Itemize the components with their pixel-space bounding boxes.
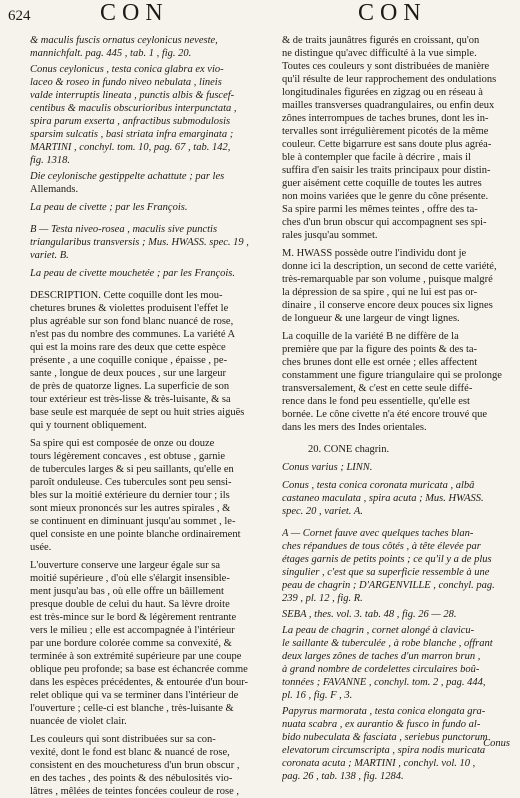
text-line: tonnées ; FAVANNE , conchyl. tom. 2 , pag. 444, bbox=[282, 677, 486, 688]
text-line: zônes interrompues de taches brunes, dont les in- bbox=[282, 113, 489, 124]
text-line: bido nubeculata & fasciata , seriebus punctorum bbox=[282, 732, 488, 743]
text-line: présente , a une coquille conique , épaisse , pe- bbox=[30, 355, 228, 366]
text-line: très-remarquable par son volume , puisque malgré bbox=[282, 274, 493, 285]
text-line: Conus ceylonicus , testa conica glabra ex vio- bbox=[30, 64, 224, 75]
text-line: peau de chagrin ; D'ARGENVILLE , conchyl. pag. bbox=[282, 580, 495, 591]
text-line: Sa spire qui est composée de onze ou douze bbox=[30, 438, 215, 449]
text-line: ches brunes dont elle est ornée ; elles affectent bbox=[282, 357, 478, 368]
text-line: oblique peu profonde; sa base est échancrée comme bbox=[30, 664, 248, 675]
text-line: chetures brunes & violettes produisent l'effet le bbox=[30, 303, 229, 314]
text-line: Die ceylonische gestippelte achattute ; par les bbox=[30, 171, 225, 182]
left-text-column bbox=[30, 34, 272, 798]
text-line: de longueur & une largeur de vingt lignes. bbox=[282, 313, 460, 324]
text-line: La peau de civette mouchetée ; par les François. bbox=[30, 268, 235, 279]
page-number: 624 bbox=[8, 8, 31, 24]
text-line: paroît onduleuse. Ces tubercules sont peu sensi- bbox=[30, 477, 232, 488]
text-line: spira parum exserta , anfractibus submodulosis bbox=[30, 116, 231, 127]
text-line: tervalles sont irrégulièrement picotés de la même bbox=[282, 126, 489, 137]
text-line: nuata scabra , ex aurantio & fusco in fundo al- bbox=[282, 719, 481, 730]
text-line: le saillante & tuberculée , à robe blanche , offrant bbox=[282, 638, 493, 649]
text-line: de près de quatorze lignes. La superficie de son bbox=[30, 381, 230, 392]
text-line: moitié supérieure , d'où elle s'élargit insensible- bbox=[30, 573, 230, 584]
text-line: ne distingue qu'avec difficulté à la vue simple. bbox=[282, 48, 477, 59]
text-line: mannichfalt. pag. 445 , tab. 1 , fig. 20. bbox=[30, 48, 192, 59]
text-line: valde interruptis lineata , punctis albis & fuscef- bbox=[30, 90, 235, 101]
text-line: suffira d'en saisir les traits principaux pour distin- bbox=[282, 165, 491, 176]
text-line: vexité, dont le fond est blanc & nuancé de rose, bbox=[30, 747, 230, 758]
text-line: sante , longue de deux pouces , sur une largeur bbox=[30, 368, 227, 379]
text-line: triangularibus transversis ; Mus. HWASS. spec. 19 , bbox=[30, 237, 249, 248]
text-line: donne ici la description, un second de cette variété, bbox=[282, 261, 497, 272]
text-line: pag. 26 , tab. 138 , fig. 1284. bbox=[282, 771, 404, 782]
text-line: L'ouverture conserve une largeur égale sur sa bbox=[30, 560, 221, 571]
text-line: étages garnis de petits points ; ce qu'il y a de plus bbox=[282, 554, 492, 565]
text-line: ches répandues de tous côtés , à tête élevée par bbox=[282, 541, 481, 552]
text-line: usée. bbox=[30, 542, 52, 553]
text-line: 20. CONE chagrin. bbox=[308, 444, 390, 455]
text-line: plus agréable sur son fond blanc nuancé de rose, bbox=[30, 316, 234, 327]
text-line: base seule est marquée de sept ou huit stries aiguës bbox=[30, 407, 245, 418]
catchword: Conus bbox=[483, 738, 510, 749]
text-line: transversalement, & c'est en cette seule diffé- bbox=[282, 383, 473, 394]
text-line: guer aisément cette coquille de toutes les autres bbox=[282, 178, 482, 189]
line-gap bbox=[282, 518, 512, 527]
text-line: de tubercules larges & si peu saillants, qu'elle en bbox=[30, 464, 234, 475]
text-line: 239 , pl. 12 , fig. R. bbox=[282, 593, 363, 604]
text-line: longitudinales figurées en zigzag ou en réseau à bbox=[282, 87, 483, 98]
text-line: nuancée de violet clair. bbox=[30, 716, 127, 727]
text-line: dans les espèces précédentes, & entourée d'un bour- bbox=[30, 677, 249, 688]
text-line: sparsim sulcatis , basi striata infra emarginata ; bbox=[30, 129, 234, 140]
text-line: variet. B. bbox=[30, 250, 69, 261]
text-line: singulier , c'est que sa superficie ressemble à une bbox=[282, 567, 490, 578]
text-line: constamment une figure triangulaire qui se prolonge bbox=[282, 370, 502, 381]
text-line: terminée à son extrémité supérieure par une coupe bbox=[30, 651, 242, 662]
text-line: fig. 1318. bbox=[30, 155, 70, 166]
text-line: Les couleurs qui sont distribuées sur sa con- bbox=[30, 734, 216, 745]
text-line: se continuent en diminuant jusqu'au sommet , le- bbox=[30, 516, 236, 527]
text-line: MARTINI , conchyl. tom. 10, pag. 67 , tab. 142, bbox=[30, 142, 231, 153]
text-line: coronata acuta ; MARTINI , conchyl. vol. 10 , bbox=[282, 758, 476, 769]
text-line: rales jusqu'au sommet. bbox=[282, 230, 378, 241]
running-head-right: CON bbox=[358, 0, 427, 26]
text-line: bles sur la moitié extérieure du dernier tour ; ils bbox=[30, 490, 230, 501]
text-line: centibus & maculis obscurioribus interpunctata , bbox=[30, 103, 237, 114]
text-line: bornée. Le cône civette n'a été encore trouvé que bbox=[282, 409, 488, 420]
line-gap bbox=[30, 214, 272, 223]
right-text-column bbox=[282, 34, 512, 783]
text-line: ches d'un brun obscur qui accompagnent ses spi- bbox=[282, 217, 487, 228]
text-line: presque double de celui du haut. Sa lèvre droite bbox=[30, 599, 230, 610]
text-line: par une bordure colorée comme sa convexité, & bbox=[30, 638, 232, 649]
text-line: La peau de chagrin , cornet alongé à clavicu- bbox=[282, 625, 475, 636]
text-line: Allemands. bbox=[30, 184, 79, 195]
text-line: elevatorum circumscripta , spira nodis muricata bbox=[282, 745, 486, 756]
text-line: vers le milieu ; elle est accompagnée à l'intérieur bbox=[30, 625, 235, 636]
text-line: qui est la moins rare des deux que cette espèce bbox=[30, 342, 226, 353]
text-line: Sa spire parmi les mêmes teintes , offre des ta- bbox=[282, 204, 478, 215]
text-line: ment jusqu'au bas , où elle offre un bâillement bbox=[30, 586, 224, 597]
text-line: A — Cornet fauve avec quelques taches blan- bbox=[282, 528, 474, 539]
text-line: Conus varius ; LINN. bbox=[282, 462, 373, 473]
text-line: lâtres , mêlées de teintes foncées couleur de rose , bbox=[30, 786, 240, 797]
text-line: La peau de civette ; par les François. bbox=[30, 202, 188, 213]
text-line: relet oblique qui va se terminer dans l'intérieur de bbox=[30, 690, 239, 701]
text-line: sont mieux prononcés sur les autres spirales , & bbox=[30, 503, 231, 514]
text-line: dans les mers des Indes orientales. bbox=[282, 422, 427, 433]
text-line: M. HWASS possède outre l'individu dont je bbox=[282, 248, 467, 259]
text-line: quel consiste en une pointe blanche ordinairement bbox=[30, 529, 241, 540]
text-line: la dépression de sa spire , qui ne lui est pas or- bbox=[282, 287, 478, 298]
text-line: Papyrus marmorata , testa conica elongata gra- bbox=[282, 706, 486, 717]
text-line: spec. 20 , variet. A. bbox=[282, 506, 363, 517]
text-line: non moins variées que le genre du cône présente. bbox=[282, 191, 489, 202]
text-line: l'ouverture ; celle-ci est blanche , très-luisante & bbox=[30, 703, 234, 714]
text-line: & maculis fuscis ornatus ceylonicus neveste, bbox=[30, 35, 218, 46]
text-line: laceo & roseo in fundo niveo nebulata , lineis bbox=[30, 77, 222, 88]
text-line: mailles transverses quadrangulaires, ou enfin deux bbox=[282, 100, 495, 111]
text-line: couleur. Cette bigarrure est sans doute plus agréa- bbox=[282, 139, 492, 150]
line-gap bbox=[30, 280, 272, 289]
text-line: tours légèrement concaves , est obtuse , garnie bbox=[30, 451, 226, 462]
text-line: consistent en des moucheturess d'un brun obscur , bbox=[30, 760, 240, 771]
text-line: B — Testa niveo-rosea , maculis sive punctis bbox=[30, 224, 218, 235]
text-line: qui y tournent obliquement. bbox=[30, 420, 147, 431]
text-line: ble à contempler que facile à décrire , mais il bbox=[282, 152, 471, 163]
text-line: La coquille de la variété B ne diffère de la bbox=[282, 331, 459, 342]
text-line: n'est pas du nombre des communes. La variété A bbox=[30, 329, 236, 340]
text-line: pl. 16 , fig. F , 3. bbox=[282, 690, 353, 701]
line-gap bbox=[282, 434, 512, 443]
text-line: SEBA , thes. vol. 3. tab. 48 , fig. 26 — 28. bbox=[282, 609, 457, 620]
text-line: deux larges zônes de taches d'un marron brun , bbox=[282, 651, 481, 662]
running-head-left: CON bbox=[100, 0, 169, 26]
text-line: en des taches , des points & des nébulosités vio- bbox=[30, 773, 233, 784]
text-line: castaneo maculata , spira acuta ; Mus. HWASS. bbox=[282, 493, 484, 504]
text-line: qu'il résulte de leur rapprochement des ondulations bbox=[282, 74, 497, 85]
text-line: DESCRIPTION. Cette coquille dont les mou- bbox=[30, 290, 223, 301]
text-line: rence dans le fond peu essentielle, qu'elle est bbox=[282, 396, 470, 407]
text-line: première que par la figure des points & des ta- bbox=[282, 344, 478, 355]
text-line: dinaire , il conserve encore deux pouces six lignes bbox=[282, 300, 493, 311]
text-line: Toutes ces couleurs y sont distribuées de manière bbox=[282, 61, 490, 72]
text-line: tour extérieur est très-lisse & très-luisante, & sa bbox=[30, 394, 231, 405]
text-line: à grand nombre de cordelettes circulaires boû- bbox=[282, 664, 480, 675]
text-line: Conus , testa conica coronata muricata , albâ bbox=[282, 480, 475, 491]
text-line: & de traits jaunâtres figurés en croissant, qu'on bbox=[282, 35, 480, 46]
text-line: est très-mince sur le bord & légèrement rentrante bbox=[30, 612, 237, 623]
